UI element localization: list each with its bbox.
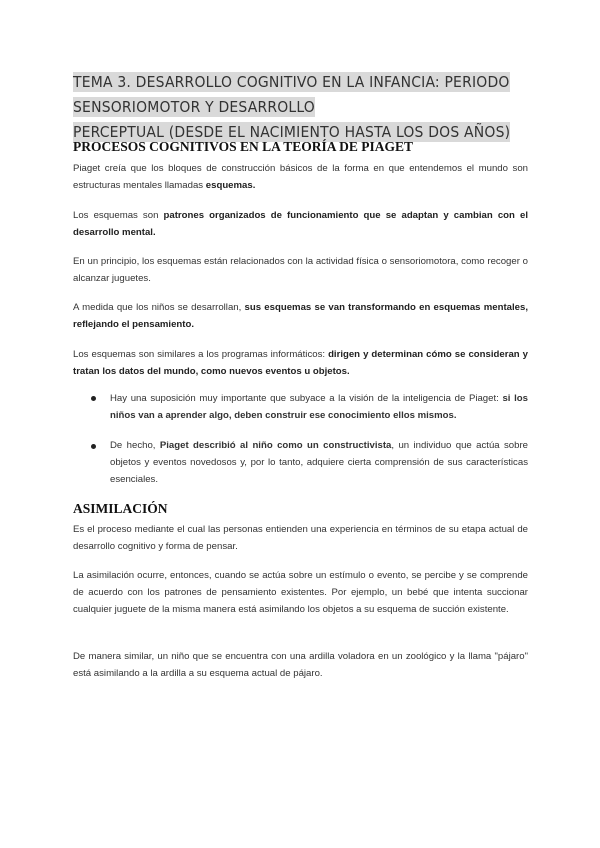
paragraph: En un principio, los esquemas están relacionados con la actividad física o sensoriomotora, como recoger o alcanzar juguetes. <box>73 256 528 284</box>
paragraph: Los esquemas son similares a los programas informáticos: dirigen y determinan cómo se consideran y tratan los datos del mundo, como nuevos eventos u objetos. <box>73 349 528 377</box>
title-line-2: PERCEPTUAL (DESDE EL NACIMIENTO HASTA LOS DOS AÑOS) <box>73 123 511 141</box>
paragraph: De manera similar, un niño que se encuentra con una ardilla voladora en un zoológico y la llama "pájaro" está asimilando a la ardilla a su esquema actual de pájaro. <box>73 651 528 679</box>
list-item: De hecho, Piaget describió al niño como un constructivista, un individuo que actúa sobre objetos y eventos novedosos y, por lo tanto, adquiere cierta comprensión de sus características esenciales. <box>110 440 528 485</box>
paragraph: La asimilación ocurre, entonces, cuando se actúa sobre un estímulo o evento, se percibe y se comprende de acuerdo con los patrones de pensamiento existentes. Por ejemplo, un bebé que intenta succionar cualquier juguete de la misma manera está asimilando los objetos a su esquema de succión existente. <box>73 570 528 615</box>
section-heading-piaget: PROCESOS COGNITIVOS EN LA TEORÍA DE PIAGET <box>73 139 414 154</box>
bullet-icon <box>91 396 96 401</box>
paragraph: Los esquemas son patrones organizados de funcionamiento que se adaptan y cambian con el desarrollo mental. <box>73 210 528 238</box>
bullet-icon <box>91 444 96 449</box>
title-line-1: TEMA 3. DESARROLLO COGNITIVO EN LA INFANCIA: PERIODO SENSORIOMOTOR Y DESARROLLO <box>73 73 510 116</box>
section-heading-asimilacion: ASIMILACIÓN <box>73 501 168 516</box>
document-title <box>73 70 528 145</box>
paragraph: Es el proceso mediante el cual las personas entienden una experiencia en términos de su etapa actual de desarrollo cognitivo y forma de pensar. <box>73 524 528 552</box>
paragraph: Piaget creía que los bloques de construcción básicos de la forma en que entendemos el mundo son estructuras mentales llamadas esquemas. <box>73 163 528 191</box>
paragraph: A medida que los niños se desarrollan, sus esquemas se van transformando en esquemas mentales, reflejando el pensamiento. <box>73 302 528 330</box>
list-item: Hay una suposición muy importante que subyace a la visión de la inteligencia de Piaget: si los niños van a aprender algo, deben construir ese conocimiento ellos mismos. <box>110 393 528 421</box>
